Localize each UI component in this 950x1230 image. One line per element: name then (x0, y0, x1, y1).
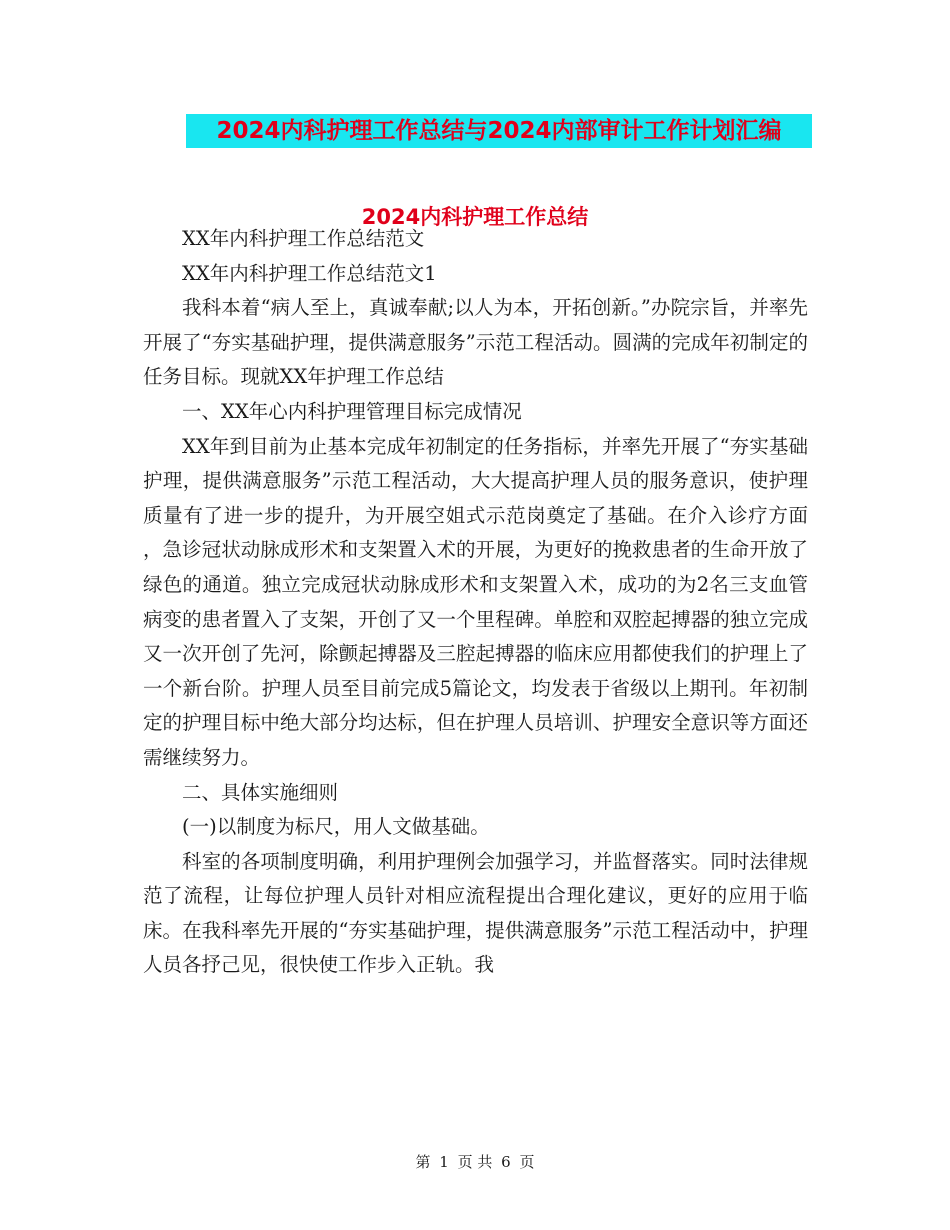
paragraph: 一、XX年心内科护理管理目标完成情况 (182, 399, 522, 423)
current-page-number: 1 (439, 1153, 449, 1171)
paragraph: XX年到目前为止基本完成年初制定的任务指标，并率先开展了“夯实基础护理，提供满意服务”示范工程活动，大大提高护理人员的服务意识，使护理质量有了进一步的提升，为开展空姐式示范岗奠定了基础。在介入诊疗方面 ，急诊冠状动脉成形术和支架置入术的开展，为更好的挽救患者的生命开放了绿色的通道。独立完成冠状动脉成形术和支架置入术，成功的为2名三支血管病变的患者置入了支架，开创了又一个里程碑。单腔和双腔起搏器的独立完成又一次开创了先河，除颤起搏器及三腔起搏器的临床应用都使我们的护理上了一个新台阶。护理人员至目前完成5篇论文，均发表于省级以上期刊。年初制定的护理目标中绝大部分均达标，但在护理人员培训、护理安全意识等方面还需继续努力。 (143, 434, 808, 769)
paragraph: (一)以制度为标尺，用人文做基础。 (182, 815, 490, 839)
paragraph: 科室的各项制度明确，利用护理例会加强学习，并监督落实。同时法律规范了流程，让每位护理人员针对相应流程提出合理化建议，更好的应用于临床。在我科率先开展的“夯实基础护理，提供满意服务”示范工程活动中，护理人员各抒己见，很快使工作步入正轨。我 (143, 849, 808, 977)
document-main-title: 2024内科护理工作总结与2024内部审计工作计划汇编 (186, 114, 812, 148)
page-label-suffix: 页 (519, 1153, 535, 1171)
section-title: 2024内科护理工作总结 (361, 205, 589, 229)
page-footer (0, 1150, 950, 1174)
paragraph: 二、具体实施细则 (182, 780, 339, 804)
page-label-mid: 页 共 (457, 1153, 493, 1171)
paragraph: XX年内科护理工作总结范文1 (182, 261, 437, 285)
total-pages-number: 6 (501, 1153, 511, 1171)
document-body (143, 222, 808, 983)
page-label-prefix: 第 (415, 1153, 431, 1171)
paragraph: 我科本着“病人至上，真诚奉献;以人为本，开拓创新。”办院宗旨，并率先开展了“夯实基础护理，提供满意服务”示范工程活动。圆满的完成年初制定的任务目标。现就XX年护理工作总结 (143, 296, 808, 389)
paragraph: XX年内科护理工作总结范文 (182, 227, 425, 250)
